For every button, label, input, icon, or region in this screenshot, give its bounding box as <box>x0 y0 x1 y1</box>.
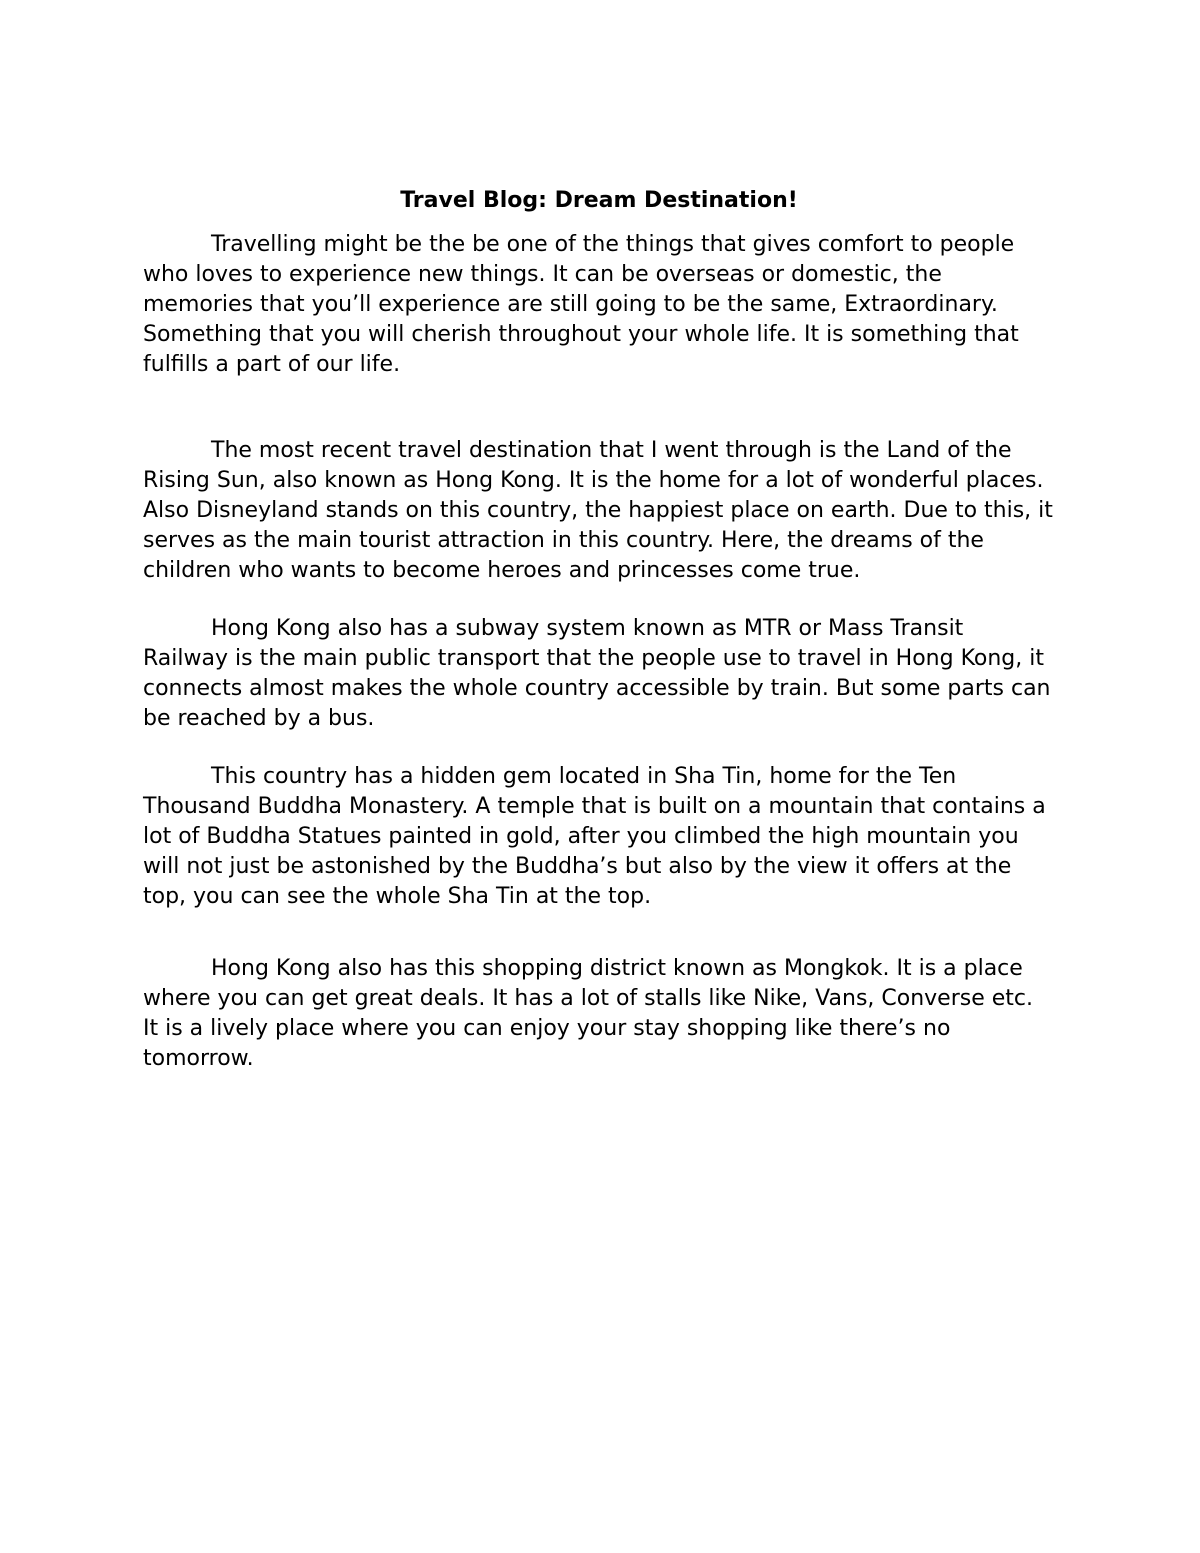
document-title: Travel Blog: Dream Destination! <box>400 188 798 213</box>
paragraph-intro: Travelling might be the be one of the things that gives comfort to people who loves to experience new things. It can be overseas or domestic, the memories that you’ll experience are still going to be the same, Extraordinary. Something that you will cherish throughout your whole life. It is something that fulfills a part of our life. <box>143 232 1019 377</box>
document-body <box>143 186 1055 1074</box>
paragraph-sha-tin: This country has a hidden gem located in Sha Tin, home for the Ten Thousand Buddha Monastery. A temple that is built on a mountain that contains a lot of Buddha Statues painted in gold, after you climbed the high mountain you will not just be astonished by the Buddha’s but also by the view it offers at the top, you can see the whole Sha Tin at the top. <box>143 764 1046 909</box>
paragraph-mongkok: Hong Kong also has this shopping district known as Mongkok. It is a place where you can get great deals. It has a lot of stalls like Nike, Vans, Converse etc. <box>143 956 1033 1011</box>
paragraph-mtr: Hong Kong also has a subway system known as MTR or Mass Transit Railway is the main public transport that the people use to travel in Hong Kong, it connects almost makes the whole country accessible by train. But some parts can be reached by a bus. <box>143 616 1051 731</box>
paragraph-hong-kong: The most recent travel destination that I went through is the Land of the Rising Sun, also known as Hong Kong. It is the home for a lot of wonderful places. Also Disneyland stands on this country, the happiest place on earth. Due to this, it serves as the main tourist attraction in this country. Here, the dreams of the children who wants to become heroes and princesses come true. <box>143 438 1053 583</box>
closing-line: It is a lively place where you can enjoy your stay shopping like there’s no tomorrow. <box>143 1016 951 1071</box>
